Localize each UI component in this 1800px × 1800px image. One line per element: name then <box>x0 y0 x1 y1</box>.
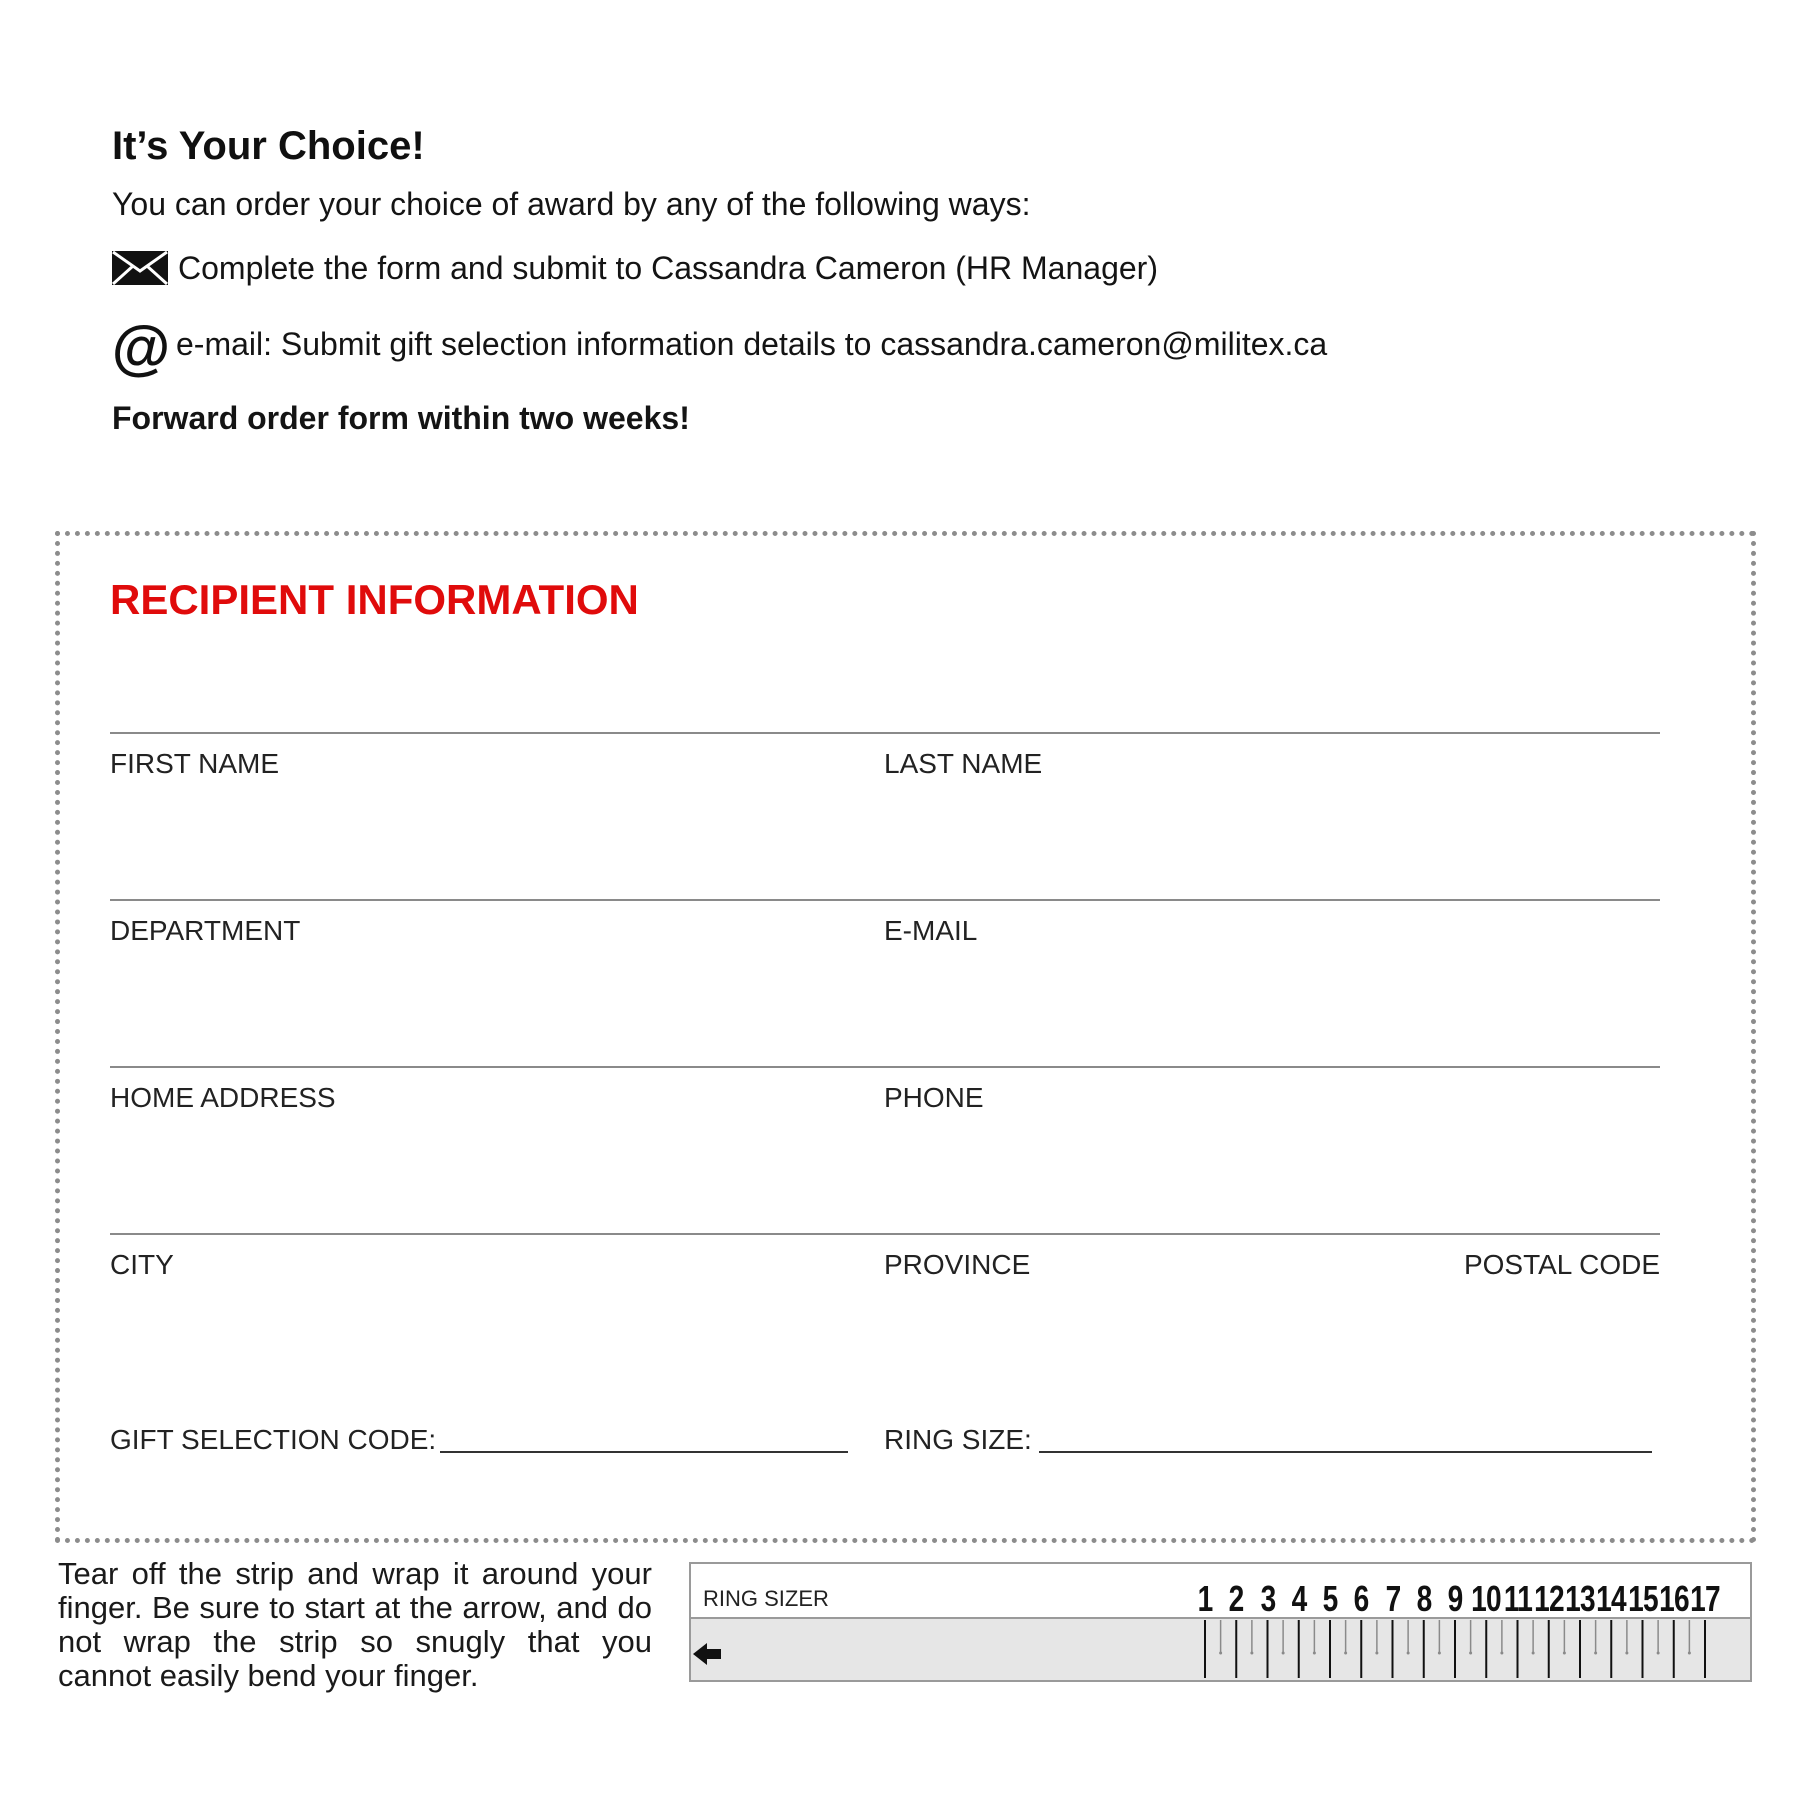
ring-size-number-9: 9 <box>1447 1578 1463 1619</box>
order-method-mail <box>112 244 1158 292</box>
deadline-note: Forward order form within two weeks! <box>112 400 690 436</box>
ring-size-half-tick-dot <box>1282 1652 1285 1655</box>
ring-size-number-6: 6 <box>1353 1578 1369 1619</box>
order-method-email-text: e-mail: Submit gift selection information details to cassandra.cameron@militex.ca <box>176 325 1328 362</box>
section-title: RECIPIENT INFORMATION <box>110 576 639 623</box>
department-label: DEPARTMENT <box>110 915 301 946</box>
ring-size-half-tick-dot <box>1407 1652 1410 1655</box>
ring-size-number-3: 3 <box>1260 1578 1275 1619</box>
ring-size-number-5: 5 <box>1322 1578 1338 1619</box>
page-subtitle: You can order your choice of award by any of the following ways: <box>112 186 1031 222</box>
ring-size-half-tick-dot <box>1344 1652 1347 1655</box>
ring-size-half-tick-dot <box>1500 1652 1503 1655</box>
city-label: CITY <box>110 1249 174 1280</box>
ring-size-field[interactable] <box>1039 1451 1652 1453</box>
ring-size-number-14: 14 <box>1596 1578 1627 1619</box>
gift-selection-code-field[interactable] <box>440 1451 848 1453</box>
ring-size-number-16: 16 <box>1658 1578 1689 1619</box>
order-method-mail-text: Complete the form and submit to Cassandra Cameron (HR Manager) <box>178 249 1158 286</box>
ring-size-number-15: 15 <box>1627 1578 1658 1619</box>
ring-size-half-tick-dot <box>1657 1652 1660 1655</box>
ring-sizer-label: RING SIZER <box>703 1586 829 1611</box>
city-province-postal-line[interactable] <box>110 1233 1660 1235</box>
ring-size-number-12: 12 <box>1533 1578 1564 1619</box>
at-sign-icon <box>112 322 170 380</box>
last-name-label: LAST NAME <box>884 748 1043 779</box>
ring-size-number-10: 10 <box>1471 1578 1502 1619</box>
ring-size-half-tick-dot <box>1594 1652 1597 1655</box>
ring-size-half-tick-dot <box>1563 1652 1566 1655</box>
ring-sizer-strip[interactable] <box>689 1562 1752 1682</box>
ring-size-half-tick-dot <box>1532 1652 1535 1655</box>
ring-size-half-tick-dot <box>1688 1652 1691 1655</box>
order-method-email <box>112 320 1328 380</box>
phone-label: PHONE <box>884 1082 984 1113</box>
ring-size-half-tick-dot <box>1250 1652 1253 1655</box>
ring-size-number-17: 17 <box>1690 1578 1720 1619</box>
ring-size-number-7: 7 <box>1385 1578 1400 1619</box>
ring-size-half-tick-dot <box>1375 1652 1378 1655</box>
ring-size-half-tick-dot <box>1625 1652 1628 1655</box>
ring-size-number-13: 13 <box>1565 1578 1595 1619</box>
department-email-line[interactable] <box>110 899 1660 901</box>
first-name-label: FIRST NAME <box>110 748 280 779</box>
envelope-icon <box>112 251 168 285</box>
recipient-form <box>55 531 1756 1543</box>
ring-size-half-tick-dot <box>1219 1652 1222 1655</box>
ring-size-number-2: 2 <box>1228 1578 1244 1619</box>
ring-size-half-tick-dot <box>1438 1652 1441 1655</box>
ring-size-number-11: 11 <box>1503 1578 1532 1619</box>
province-label: PROVINCE <box>884 1249 1031 1280</box>
email-label: E-MAIL <box>884 915 978 946</box>
gift-selection-code-label: GIFT SELECTION CODE: <box>110 1424 437 1455</box>
ring-size-half-tick-dot <box>1313 1652 1316 1655</box>
page-title: It’s Your Choice! <box>112 124 425 168</box>
postal-code-label: POSTAL CODE <box>1463 1249 1660 1280</box>
ring-size-half-tick-dot <box>1469 1652 1472 1655</box>
home-address-label: HOME ADDRESS <box>110 1082 336 1113</box>
address-phone-line[interactable] <box>110 1066 1660 1068</box>
svg-text:@: @ <box>112 322 170 380</box>
ring-size-number-1: 1 <box>1197 1578 1213 1619</box>
ring-size-number-4: 4 <box>1291 1578 1307 1619</box>
ring-size-number-8: 8 <box>1416 1578 1432 1619</box>
ring-sizer-instructions: Tear off the strip and wrap it around your finger. Be sure to start at the arrow, and do not wrap the strip so snugly that you cannot easily bend your finger. <box>58 1556 652 1693</box>
first-last-name-line[interactable] <box>110 732 1660 734</box>
ring-size-label: RING SIZE: <box>884 1424 1032 1455</box>
